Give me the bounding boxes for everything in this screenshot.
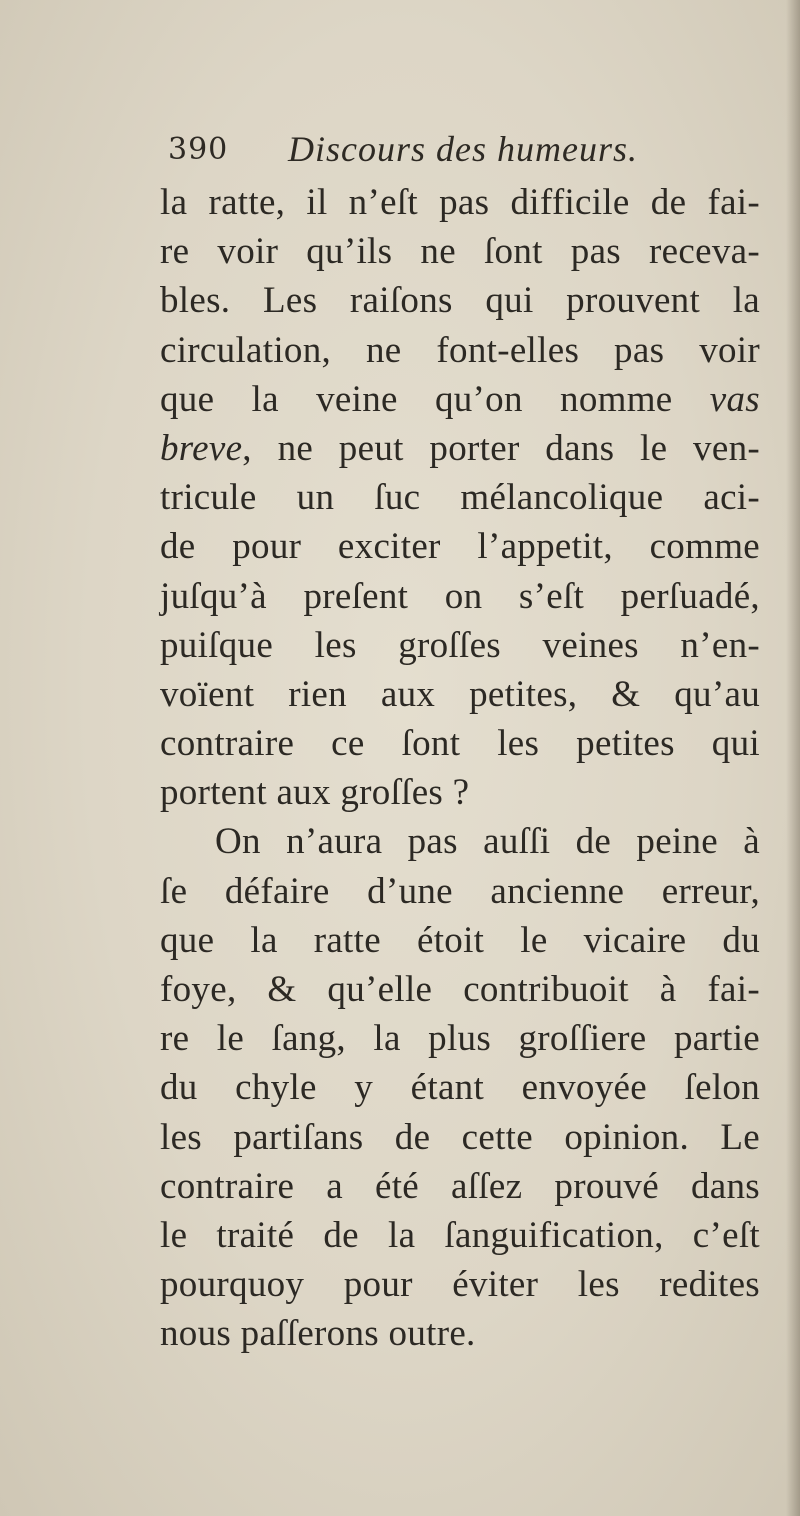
text-line: tricule un ſuc mélancolique aci- <box>160 477 760 519</box>
text-line: juſqu’à preſent on s’eſt perſuadé, <box>160 575 760 617</box>
text-line: voïent rien aux petites, & qu’au <box>160 673 760 715</box>
text-line: le traité de la ſanguification, c’eſt <box>160 1214 760 1256</box>
running-title: Discours des humeurs. <box>288 129 638 169</box>
page-number: 390 <box>168 132 229 167</box>
text-line: foye, & qu’elle contribuoit à fai- <box>160 969 760 1010</box>
text-line: On n’aura pas auſſi de peine à <box>215 821 760 863</box>
text-segment: que la veine qu’on nomme <box>160 378 673 420</box>
text-line: pourquoy pour éviter les redites <box>160 1264 760 1306</box>
body-text <box>160 178 760 1359</box>
text-line: contraire a été aſſez prouvé dans <box>160 1165 760 1207</box>
italic-term: breve <box>160 427 243 469</box>
text-line <box>160 375 760 424</box>
text-line: de pour exciter l’appetit, comme <box>160 526 760 568</box>
italic-term: vas <box>709 378 760 420</box>
text-line: portent aux groſſes ? <box>160 772 470 814</box>
text-line: bles. Les raiſons qui prouvent la <box>160 280 760 322</box>
text-line: du chyle y étant envoyée ſelon <box>160 1067 760 1109</box>
text-line <box>160 424 760 473</box>
text-line: que la ratte étoit le vicaire du <box>160 919 760 961</box>
page-header <box>168 128 728 172</box>
text-line: puiſque les groſſes veines n’en- <box>160 624 760 666</box>
text-line: re voir qu’ils ne ſont pas receva- <box>160 231 760 273</box>
text-line: les partiſans de cette opinion. Le <box>160 1116 760 1158</box>
text-line: ſe défaire d’une ancienne erreur, <box>160 870 760 912</box>
page-edge-shadow <box>786 0 800 1516</box>
text-line: contraire ce ſont les petites qui <box>160 723 760 765</box>
text-line: nous paſſerons outre. <box>160 1313 476 1355</box>
text-segment: , ne peut porter dans le ven- <box>242 427 760 469</box>
text-line: circulation, ne font-elles pas voir <box>160 329 760 371</box>
text-line: re le ſang, la plus groſſiere partie <box>160 1018 760 1060</box>
text-line: la ratte, il n’eſt pas difficile de fai- <box>160 182 760 223</box>
